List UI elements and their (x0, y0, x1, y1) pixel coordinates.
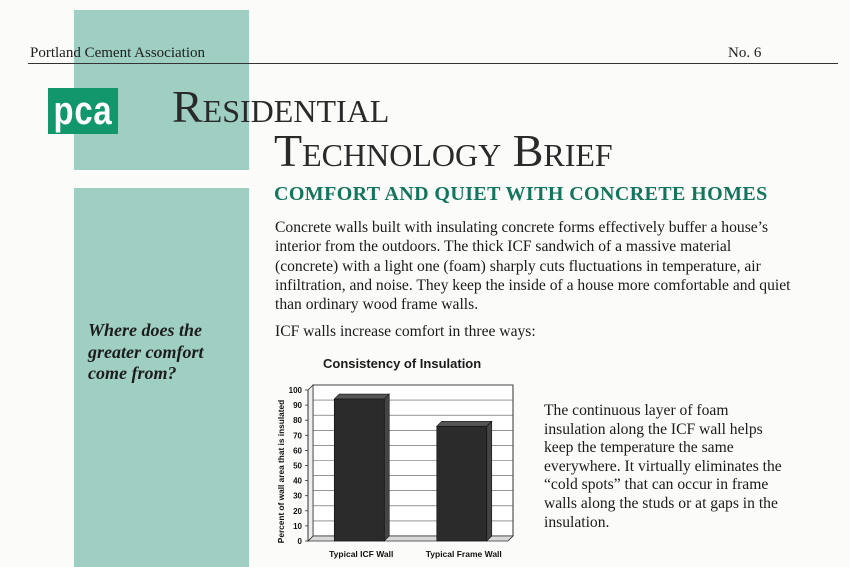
y-tick-label: 10 (293, 521, 302, 531)
logo-text: pca (53, 89, 113, 133)
y-tick-label: 60 (293, 446, 302, 456)
ways-intro: ICF walls increase comfort in three ways: (275, 323, 536, 340)
y-axis-label: Percent of wall area that is insulated (276, 399, 286, 544)
title-line-1: Residential (172, 81, 390, 132)
y-tick-label: 80 (293, 416, 302, 426)
y-tick-label: 100 (288, 386, 302, 395)
y-tick-label: 30 (293, 491, 302, 501)
y-tick-label: 50 (293, 461, 302, 471)
y-tick-label: 90 (293, 401, 302, 411)
section-subhead: COMFORT AND QUIET WITH CONCRETE HOMES (274, 183, 768, 205)
bar (334, 399, 384, 541)
chart-title: Consistency of Insulation (323, 356, 482, 371)
x-tick-label: Typical ICF Wall (329, 549, 394, 559)
x-tick-label: Typical Frame Wall (425, 549, 502, 559)
header-rule (28, 63, 838, 64)
bar-top (437, 421, 492, 426)
pca-logo (48, 88, 118, 134)
bar (437, 426, 487, 541)
sidebar-question: Where does the greater comfort come from? (88, 320, 204, 383)
insulation-chart-svg (268, 380, 528, 567)
foam-layer-paragraph: The continuous layer of foam insulation along the ICF wall helps keep the temperature the same everywhere. It virtually eliminates the “cold spots” that can occur in frame walls along the studs or at gaps in the insulation. (544, 402, 782, 531)
header-issue-number: No. 6 (728, 45, 762, 61)
y-tick-label: 40 (293, 476, 302, 486)
bar-side (384, 394, 389, 541)
intro-paragraph: Concrete walls built with insulating concrete forms effectively buffer a house’s interior from the outdoors. The thick ICF sandwich of a massive material (concrete) with a light one (foam) sharply cuts fluctuations in temperature, air infiltration, and noise. They keep the inside of a house more comfortable and quiet than ordinary wood frame walls. (275, 219, 791, 314)
plot-left-wall (308, 385, 313, 541)
y-tick-label: 70 (293, 431, 302, 441)
bar-side (487, 421, 492, 541)
insulation-chart (268, 380, 528, 567)
bar-top (334, 394, 389, 399)
y-tick-label: 20 (293, 506, 302, 516)
header-org-name: Portland Cement Association (30, 45, 205, 61)
y-tick-label: 0 (297, 537, 302, 546)
title-line-2: Technology Brief (274, 125, 613, 176)
